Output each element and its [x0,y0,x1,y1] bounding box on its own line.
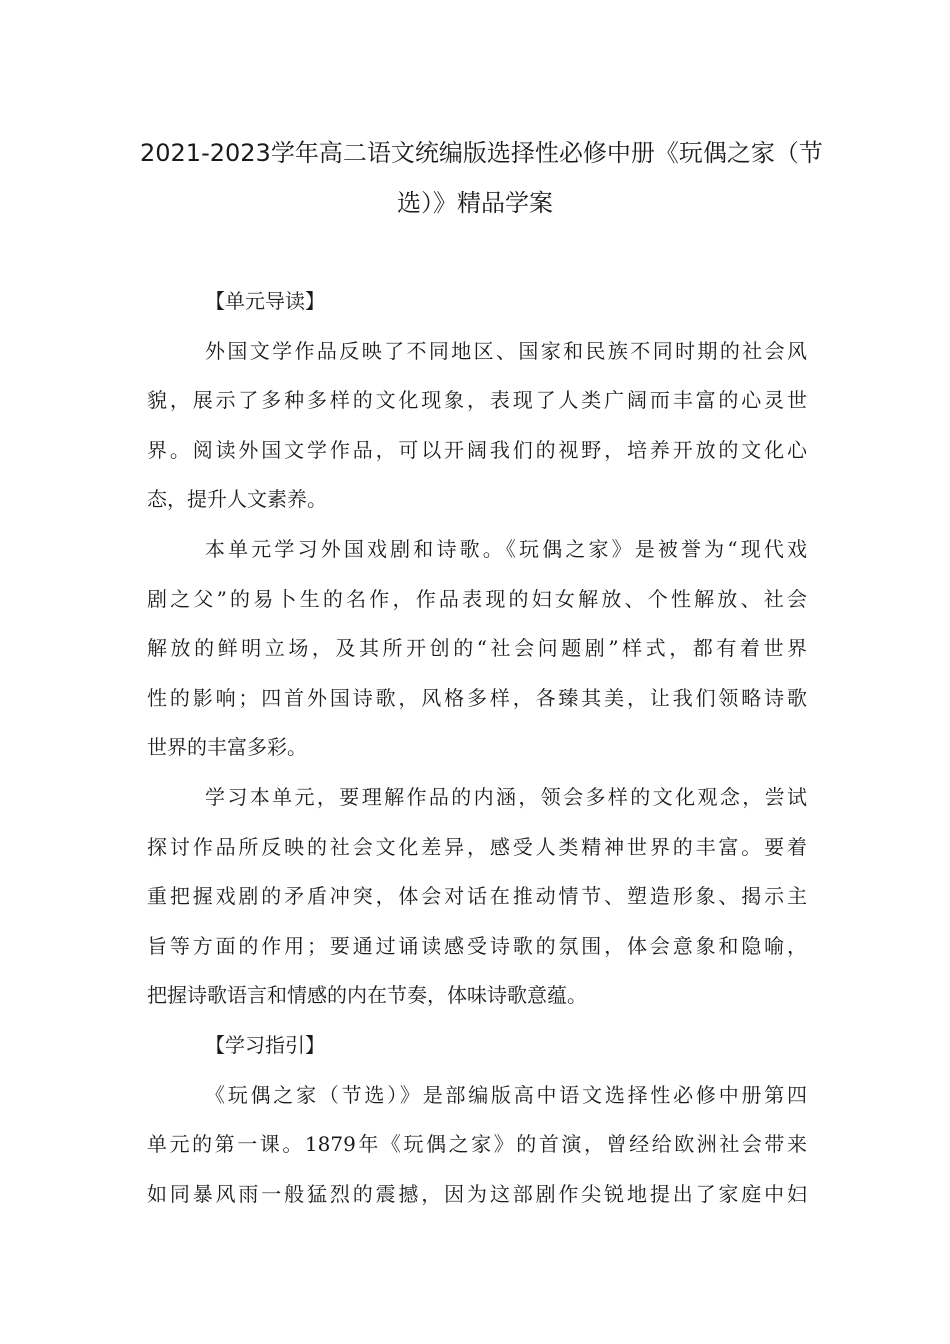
paragraph-line: 单元的第一课。1879年《玩偶之家》的首演，曾经给欧洲社会带来 [147,1132,807,1157]
paragraph-line: 如同暴风雨一般猛烈的震撼，因为这部剧作尖锐地提出了家庭中妇 [147,1181,807,1206]
section-heading-study-guide: 【学习指引】 [205,1032,325,1057]
paragraph-line: 外国文学作品反映了不同地区、国家和民族不同时期的社会风 [205,338,807,363]
paragraph-line: 《玩偶之家（节选）》是部编版高中语文选择性必修中册第四 [205,1082,807,1107]
section-heading-unit-intro: 【单元导读】 [205,289,325,313]
paragraph-line: 貌，展示了多种多样的文化现象，表现了人类广阔而丰富的心灵世 [147,388,807,413]
paragraph [147,327,807,525]
document-body [147,277,807,1219]
paragraph [147,525,807,773]
paragraph-line: 界。阅读外国文学作品，可以开阔我们的视野，培养开放的文化心 [147,437,807,462]
paragraph [147,1071,807,1220]
paragraph-line: 性的影响；四首外国诗歌，风格多样，各臻其美，让我们领略诗歌 [147,685,807,710]
paragraph-line: 解放的鲜明立场，及其所开创的“社会问题剧”样式，都有着世界 [147,636,807,661]
paragraph-line: 本单元学习外国戏剧和诗歌。《玩偶之家》是被誉为“现代戏 [205,536,807,561]
paragraph [147,773,807,1021]
title-line: 选）》精品学案 [397,188,553,217]
paragraph-line: 剧之父”的易卜生的名作，作品表现的妇女解放、个性解放、社会 [147,586,807,611]
title-line: 2021-2023学年高二语文统编版选择性必修中册《玩偶之家（节 [140,139,823,167]
document-title [140,128,823,227]
paragraph-line: 重把握戏剧的矛盾冲突，体会对话在推动情节、塑造形象、揭示主 [147,884,807,909]
paragraph-line: 把握诗歌语言和情感的内在节奏，体味诗歌意蕴。 [147,983,587,1008]
paragraph-line: 学习本单元，要理解作品的内涵，领会多样的文化观念，尝试 [205,784,807,809]
paragraph-line: 旨等方面的作用；要通过诵读感受诗歌的氛围，体会意象和隐喻， [147,933,807,958]
paragraph-line: 态，提升人文素养。 [147,487,327,512]
paragraph-line: 探讨作品所反映的社会文化差异，感受人类精神世界的丰富。要着 [147,834,807,859]
paragraph-line: 世界的丰富多彩。 [147,735,307,760]
